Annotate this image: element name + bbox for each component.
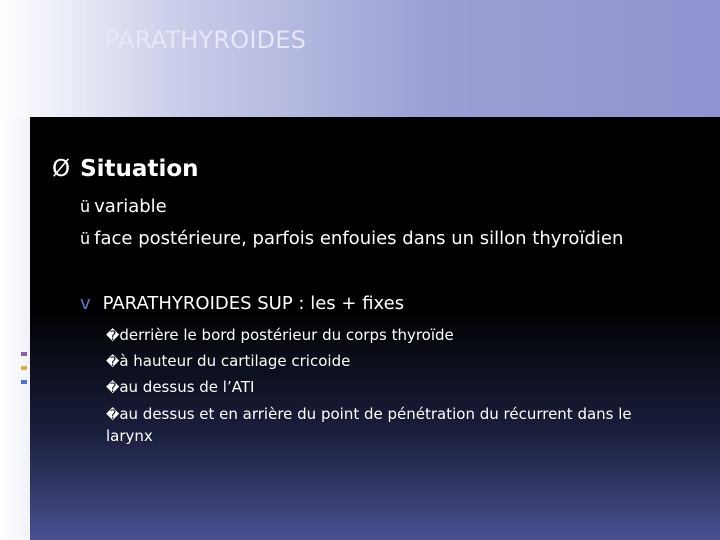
deco-bar-blue bbox=[21, 380, 27, 384]
sub-item-text: à hauteur du cartilage cricoide bbox=[119, 352, 351, 370]
sub-item bbox=[106, 378, 254, 396]
heading-situation bbox=[52, 156, 199, 182]
decorative-bars bbox=[21, 352, 27, 394]
check-item bbox=[80, 228, 623, 249]
section-text: PARATHYROIDES SUP : les + fixes bbox=[102, 293, 405, 314]
section-parathyroides-sup bbox=[80, 293, 404, 314]
slide-title: PARATHYROIDES bbox=[105, 26, 307, 54]
sub-item bbox=[106, 352, 350, 370]
diamond-bullet-icon: v bbox=[80, 293, 91, 314]
sub-item-text: au dessus de l’ATI bbox=[119, 378, 255, 396]
check-item-text: variable bbox=[94, 196, 167, 217]
missing-glyph-icon: � bbox=[106, 408, 120, 423]
check-item-text: face postérieure, parfois enfouies dans un sillon thyroïdien bbox=[94, 228, 624, 249]
checkmark-icon: ü bbox=[80, 229, 91, 248]
sub-item-text: derrière le bord postérieur du corps thyroïde bbox=[119, 326, 454, 344]
checkmark-icon: ü bbox=[80, 197, 91, 216]
deco-bar-purple bbox=[21, 352, 27, 356]
sub-item-text: au dessus et en arrière du point de pénétration du récurrent dans le larynx bbox=[106, 405, 632, 445]
missing-glyph-icon: � bbox=[106, 355, 120, 370]
arrow-bullet-icon: Ø bbox=[52, 156, 71, 182]
left-strip bbox=[0, 117, 30, 540]
heading-text: Situation bbox=[80, 156, 199, 182]
sub-item bbox=[106, 404, 666, 446]
missing-glyph-icon: � bbox=[106, 329, 120, 344]
deco-bar-gold bbox=[21, 366, 27, 370]
sub-item bbox=[106, 326, 454, 344]
missing-glyph-icon: � bbox=[106, 381, 120, 396]
check-item bbox=[80, 196, 167, 217]
